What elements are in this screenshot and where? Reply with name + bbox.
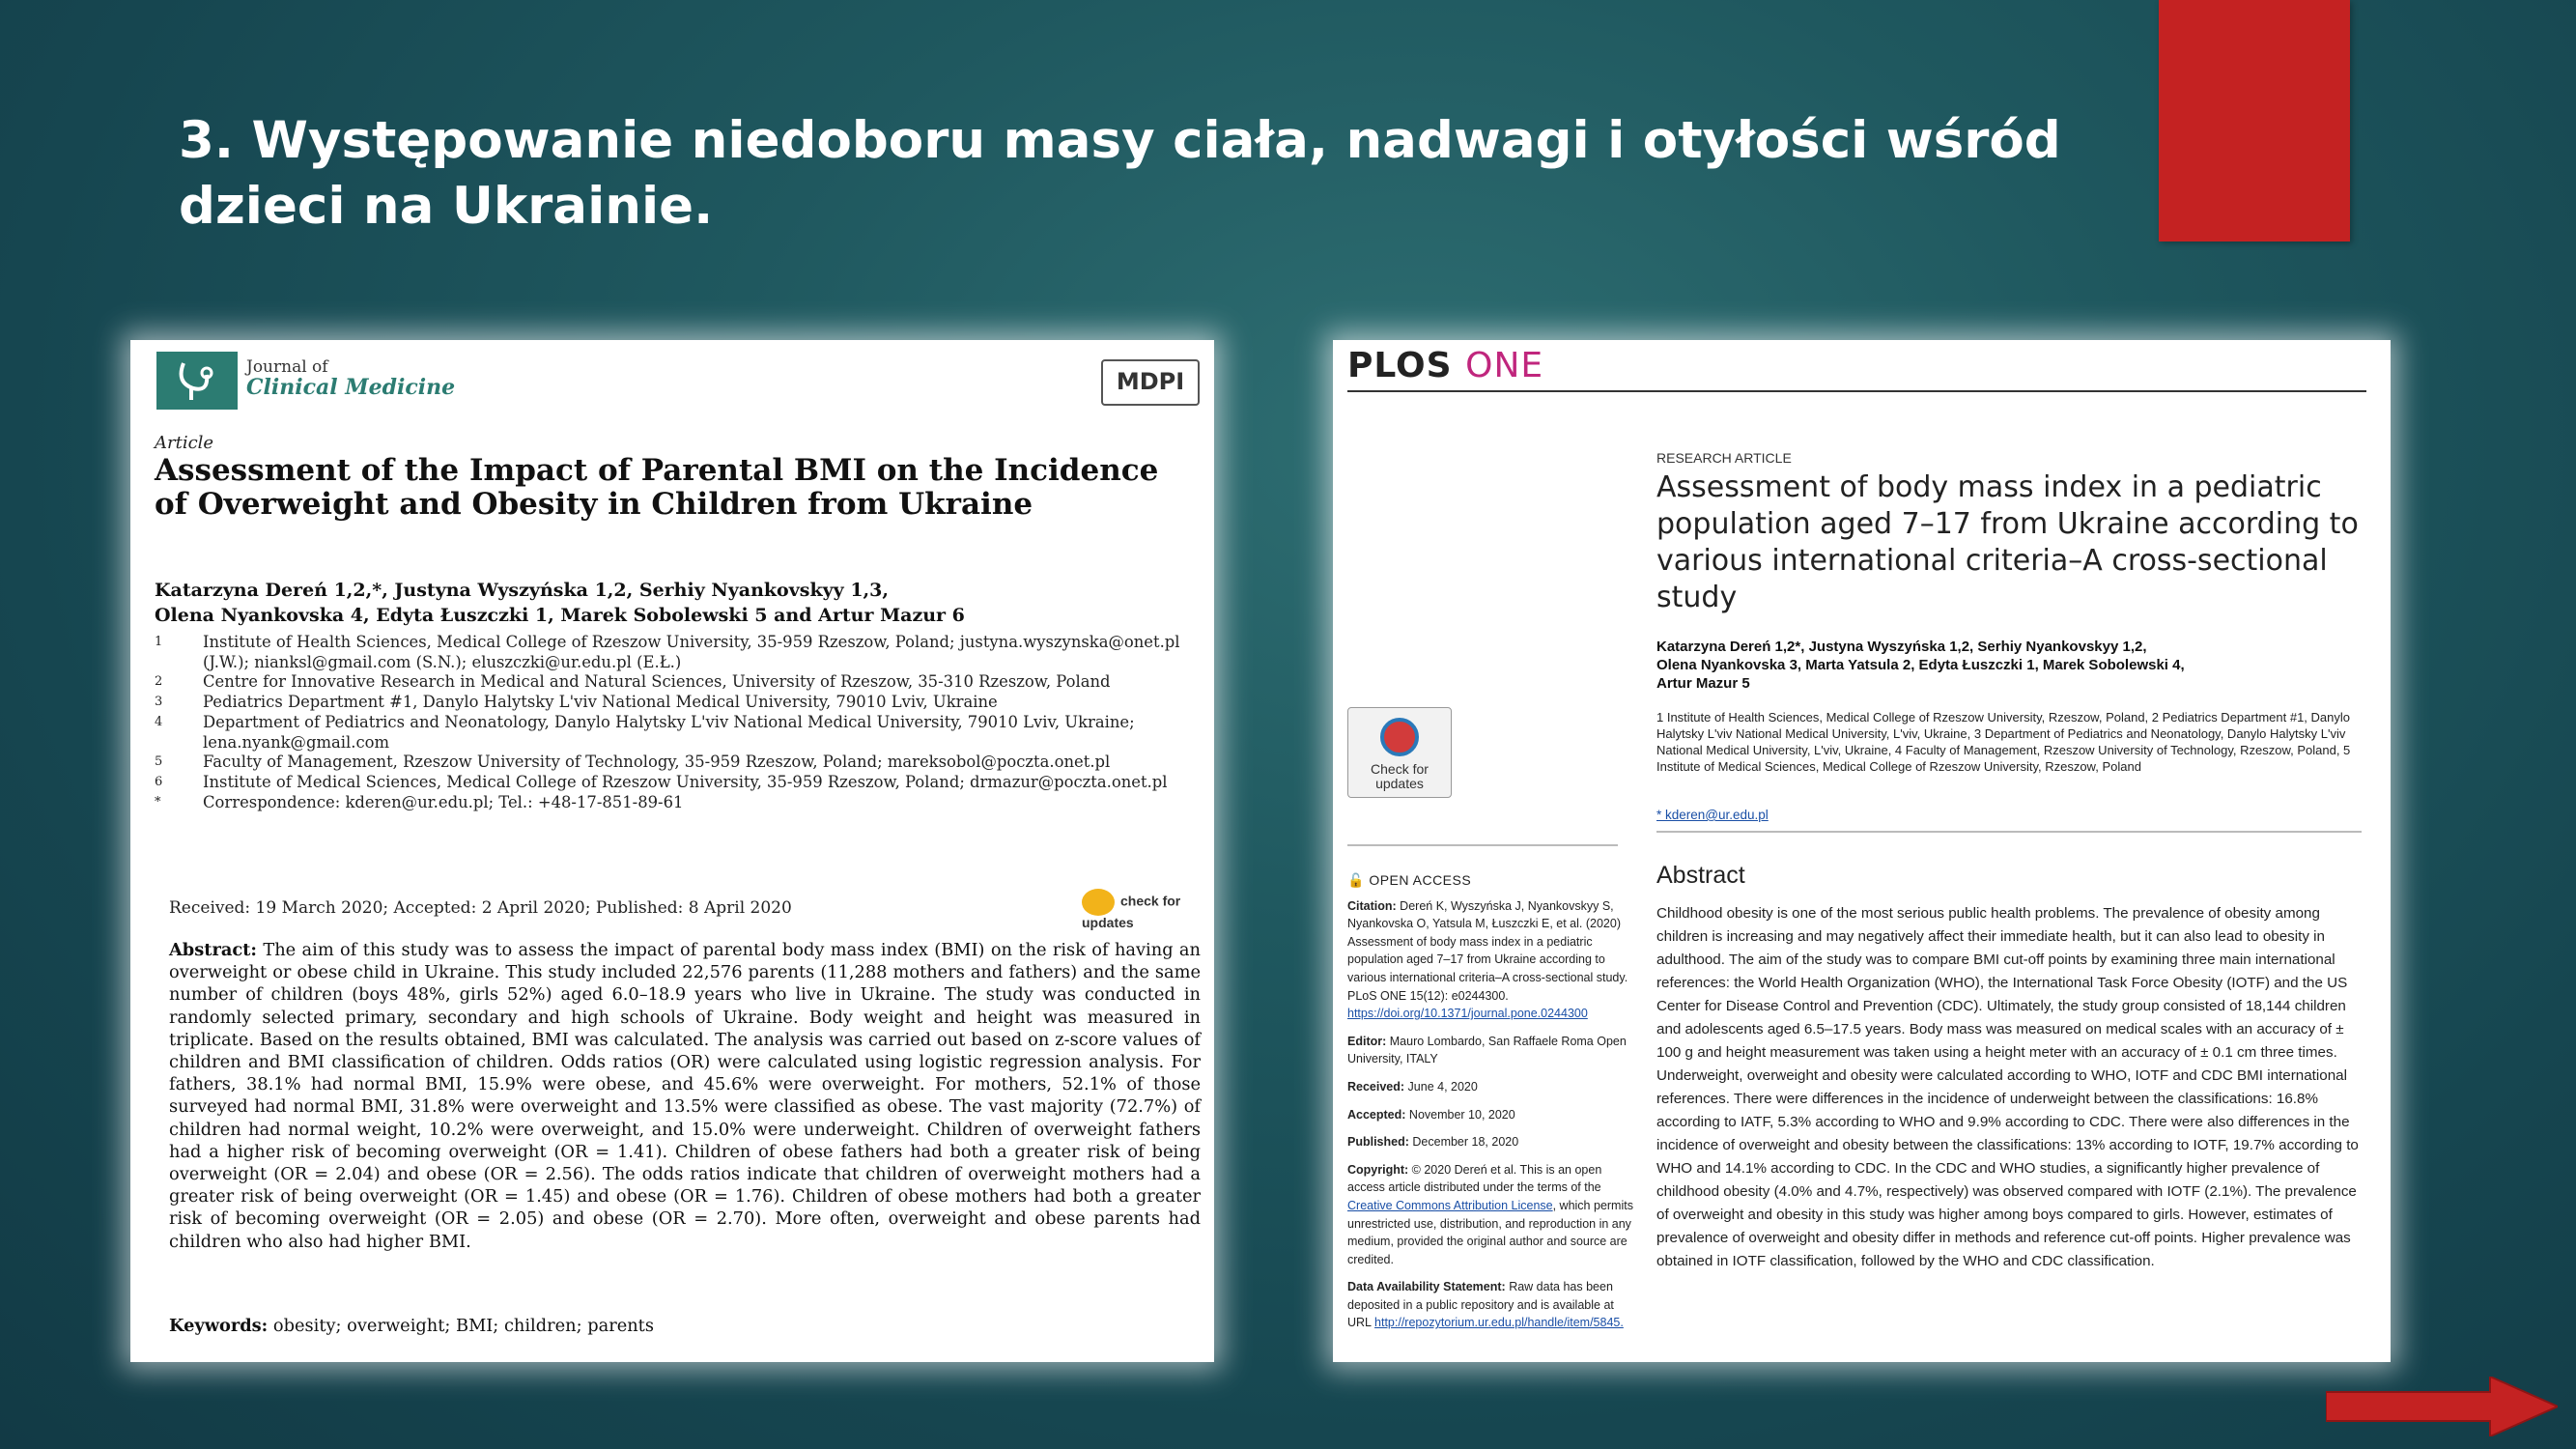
- article-type: RESEARCH ARTICLE: [1656, 450, 1792, 466]
- paper-keywords: Keywords: obesity; overweight; BMI; children; parents: [169, 1316, 654, 1336]
- affiliation-item: 2 Centre for Innovative Research in Medical and Natural Sciences, University of Rzeszow, 35-310 Rzeszow, Poland: [155, 672, 1111, 692]
- publisher-logo: MDPI: [1101, 359, 1200, 406]
- paper-jcm-screenshot: [130, 340, 1214, 1362]
- affiliation-item: 1 Institute of Health Sciences, Medical College of Rzeszow University, 35-959 Rzeszow, Poland; justyna.wyszynska@onet.pl (J.W.); nianksl@gmail.com (S.N.); eluszczki@ur.edu.pl (E.Ł.): [155, 633, 1180, 671]
- paper-title: Assessment of the Impact of Parental BMI on the Incidence of Overweight and Obesity in Children from Ukraine: [155, 453, 1159, 522]
- article-type: Article: [155, 433, 214, 453]
- bookmark-icon: [1380, 718, 1419, 756]
- affiliation-list: 1 Institute of Health Sciences, Medical College of Rzeszow University, Rzeszow, Poland, 2 Pediatrics Department #1, Danylo Halytsky L'viv National Medical University, L'viv, Ukraine, 3 Department of Pediatrics and Neonatology, Danylo Halytsky L'viv National Medical University, L'viv, Ukraine, 4 Faculty of Management, Rzeszow University of Technology, Rzeszow, Poland, 5 Institute of Medical Sciences, Medical College of Rzeszow University, Rzeszow, Poland: [1656, 710, 2351, 774]
- check-for-updates-badge: Check for updates: [1347, 707, 1452, 798]
- paper-abstract: Abstract: The aim of this study was to assess the impact of parental body mass index (BMI) on the risk of having an overweight or obese child in Ukraine. This study included 22,576 parents (11,288 mothers and fathers) and the same number of children (boys 48%, girls 52%) aged 6.0–18.9 years who live in Ukraine. The study was conducted in randomly selected primary, secondary and high schools of Ukraine. Body weight and height was measured in triplicate. Based on the results obtained, BMI was calculated. The analysis was carried out based on z-score values of children and BMI classification of children. Odds ratios (OR) were calculated using logistic regression analysis. For fathers, 38.1% had normal BMI, 15.9% were obese, and 45.6% were overweight. For mothers, 52.1% of those surveyed had normal BMI, 31.8% were overweight and 13.5% were classified as obese. The vast majority (72.7%) of children had normal weight, 10.2% were overweight, and 15.0% were underweight. Children of overweight fathers had a higher risk of becoming overweight (OR = 1.41). Children of obese fathers had both a greater risk of being overweight (OR = 2.04) and obese (OR = 2.56). The odds ratios indicate that children of overweight mothers had a greater risk of being overweight (OR = 1.45) and obese (OR = 1.76). Children of obese mothers had both a greater risk of becoming overweight (OR = 2.05) and obese (OR = 2.70). More often, overweight and obese parents had children who also had higher BMI.: [169, 940, 1201, 1252]
- paper-plos-screenshot: [1333, 340, 2391, 1362]
- author-line: Katarzyna Dereń 1,2,*, Justyna Wyszyńska 1,2, Serhiy Nyankovskyy 1,3,: [155, 580, 889, 601]
- publication-dates: Received: 19 March 2020; Accepted: 2 April 2020; Published: 8 April 2020: [169, 898, 792, 918]
- abstract-heading: Abstract: [1656, 862, 1745, 889]
- divider: [1347, 844, 1618, 846]
- correspondence-email: * kderen@ur.edu.pl: [1656, 808, 1769, 822]
- divider: [1656, 831, 2362, 833]
- author-list: [155, 578, 1198, 628]
- affiliation-list: [155, 633, 1198, 812]
- affiliation-item: 3 Pediatrics Department #1, Danylo Halytsky L'viv National Medical University, 79010 Lviv, Ukraine: [155, 693, 998, 712]
- journal-logo-icon: [156, 352, 238, 410]
- open-access-label: 🔓 OPEN ACCESS: [1347, 872, 1472, 888]
- lock-icon: 🔓: [1347, 872, 1365, 888]
- affiliation-item: 5 Faculty of Management, Rzeszow University of Technology, 35-959 Rzeszow, Poland; mareksobol@poczta.onet.pl: [155, 753, 1111, 772]
- affiliation-item: 4 Department of Pediatrics and Neonatology, Danylo Halytsky L'viv National Medical University, 79010 Lviv, Ukraine; lena.nyank@gmail.com: [155, 712, 1135, 752]
- journal-name-line1: Journal of: [246, 357, 328, 377]
- check-for-updates-badge: check for updates: [1082, 889, 1214, 930]
- check-updates-icon: [1082, 889, 1115, 916]
- paper-title: Assessment of body mass index in a pediatric population aged 7–17 from Ukraine according to various international criteria–A cross-sectional study: [1656, 470, 2359, 614]
- affiliation-item: 6 Institute of Medical Sciences, Medical College of Rzeszow University, 35-959 Rzeszow, Poland; drmazur@poczta.onet.pl: [155, 772, 1168, 791]
- header-divider: [1347, 390, 2366, 392]
- red-accent-bar: [2159, 0, 2350, 242]
- slide-title: 3. Występowanie niedoboru masy ciała, nadwagi i otyłości wśród dzieci na Ukrainie.: [179, 111, 2061, 236]
- affiliation-item: * Correspondence: kderen@ur.edu.pl; Tel.: +48-17-851-89-61: [155, 792, 684, 811]
- arrow-right-icon[interactable]: [2326, 1377, 2558, 1436]
- article-metadata: 🔓 OPEN ACCESS Citation: Dereń K, Wyszyńska J, Nyankovskyy S, Nyankovska O, Yatsula M, Łuszczki E, et al. (2020) Assessment of body mass index in a pediatric population aged 7–17 from Ukraine according to various international criteria–A cross-sectional study. PLoS ONE 15(12): e0244300. https://doi.org/10.1371/journal.pone.0244300 Editor: Mauro Lombardo, San Raffaele Roma Open University, ITALY Received: June 4, 2020 Accepted: November 10, 2020 Published: December 18, 2020 Copyright: © 2020 Dereń et al. This is an open access article distributed under the terms of the Creative Commons Attribution License, which permits unrestricted use, distribution, and reproduction in any medium, provided the original author and source are credited. Data Availability Statement: Raw data has been deposited in a public repository and is available at URL http://repozytorium.ur.edu.pl/handle/item/5845.: [1347, 871, 1637, 1342]
- journal-name-line2: Clinical Medicine: [246, 375, 456, 400]
- author-list: Katarzyna Dereń 1,2*, Justyna Wyszyńska 1,2, Serhiy Nyankovskyy 1,2, Olena Nyankovska 3, Marta Yatsula 2, Edyta Łuszczki 1, Marek Sobolewski 4, Artur Mazur 5: [1656, 639, 2185, 692]
- journal-logo: PLOS ONE: [1347, 346, 1544, 385]
- paper-abstract: Childhood obesity is one of the most serious public health problems. The prevalence of obesity among children is increasing and may negatively affect their immediate health, but it can also lead to obesity in adulthood. The aim of the study was to compare BMI cut-off points by examining three main international references: the World Health Organization (WHO), the International Task Force Obesity (IOTF) and the US Center for Disease Control and Prevention (CDC). Ultimately, the study group consisted of 18,144 children and adolescents aged 6.5–17.5 years. Body mass was measured on medical scales with an accuracy of ± 100 g and height measurement was taken using a height meter with an accuracy of ± 0.1 cm three times. Underweight, overweight and obesity were calculated according to WHO, IOTF and CDC BMI international references. There were differences in the incidence of underweight between the classifications: 16.8% according to IATF, 5.3% according to WHO and 9.9% according to CDC. There were also differences in the incidence of overweight and obesity between the classifications: 13% according to IOTF, 19.7% according to WHO and 14.1% according to CDC. In the CDC and WHO studies, a significantly higher prevalence of childhood obesity (4.0% and 4.7%, respectively) was observed compared with IOTF (2.1%). The prevalence of overweight and obesity in this study was higher among boys compared to girls. However, estimates of prevalence of overweight and obesity differ in methods and reference cut-off points. Higher prevalence was obtained in IOTF classification, followed by the WHO and CDC classification.: [1656, 905, 2359, 1269]
- author-line: Olena Nyankovska 4, Edyta Łuszczki 1, Marek Sobolewski 5 and Artur Mazur 6: [155, 605, 965, 626]
